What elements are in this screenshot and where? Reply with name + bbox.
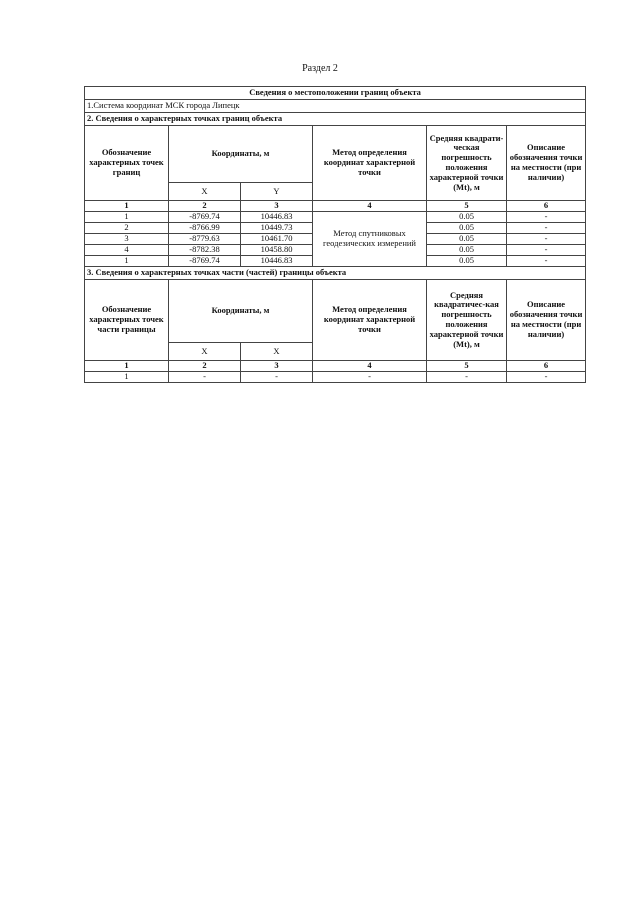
- y-cell: 10449.73: [241, 223, 313, 234]
- mt-cell: 0.05: [427, 245, 507, 256]
- header-y: Y: [241, 183, 313, 201]
- y-cell: 10458.80: [241, 245, 313, 256]
- table-row: [85, 212, 586, 223]
- colnum-6: 6: [507, 361, 586, 372]
- y-cell: 10446.83: [241, 256, 313, 267]
- desc-cell: -: [507, 256, 586, 267]
- header-description: Описание обозначения точки на местности (при наличии): [507, 126, 586, 201]
- colnum-4: 4: [313, 361, 427, 372]
- desc-cell: -: [507, 245, 586, 256]
- colnum-2: 2: [169, 361, 241, 372]
- header-point-designation: Обозначение характерных точек границ: [85, 126, 169, 201]
- point-cell: 1: [85, 256, 169, 267]
- y-cell: 10461.70: [241, 234, 313, 245]
- method-cell: -: [313, 372, 427, 383]
- header-accuracy-part: Средняя квадратичес-кая погрешность положения характерной точки (Mt), м: [427, 280, 507, 361]
- part3-title: 3. Сведения о характерных точках части (частей) границы объекта: [85, 267, 586, 280]
- point-cell: 1: [85, 372, 169, 383]
- header-x: X: [169, 183, 241, 201]
- x-cell: -8769.74: [169, 212, 241, 223]
- boundary-table: [84, 86, 586, 383]
- desc-cell: -: [507, 372, 586, 383]
- colnum-3: 3: [241, 201, 313, 212]
- y-cell: 10446.83: [241, 212, 313, 223]
- mt-cell: 0.05: [427, 256, 507, 267]
- header-point-designation-part: Обозначение характерных точек части границы: [85, 280, 169, 361]
- header-x1-part: X: [169, 343, 241, 361]
- header-coordinates: Координаты, м: [169, 126, 313, 183]
- point-cell: 3: [85, 234, 169, 245]
- desc-cell: -: [507, 234, 586, 245]
- table-title: Сведения о местоположении границ объекта: [85, 87, 586, 100]
- colnum-6: 6: [507, 201, 586, 212]
- desc-cell: -: [507, 223, 586, 234]
- header-accuracy: Средняя квадрати-ческая погрешность положения характерной точки (Mt), м: [427, 126, 507, 201]
- header-method: Метод определения координат характерной точки: [313, 126, 427, 201]
- mt-cell: 0.05: [427, 223, 507, 234]
- x-cell: -8766.99: [169, 223, 241, 234]
- colnum-4: 4: [313, 201, 427, 212]
- colnum-1: 1: [85, 361, 169, 372]
- header-coordinates-part: Координаты, м: [169, 280, 313, 343]
- point-cell: 1: [85, 212, 169, 223]
- x-cell: -: [169, 372, 241, 383]
- colnum-2: 2: [169, 201, 241, 212]
- header-x2-part: X: [241, 343, 313, 361]
- section-label: Раздел 2: [302, 63, 338, 74]
- x-cell: -8779.63: [169, 234, 241, 245]
- point-cell: 4: [85, 245, 169, 256]
- x-cell: -8782.38: [169, 245, 241, 256]
- coord-system-row: 1.Система координат МСК города Липецк: [85, 100, 586, 113]
- colnum-3: 3: [241, 361, 313, 372]
- mt-cell: 0.05: [427, 234, 507, 245]
- mt-cell: 0.05: [427, 212, 507, 223]
- method-cell: Метод спутниковых геодезических измерений: [313, 212, 427, 267]
- mt-cell: -: [427, 372, 507, 383]
- desc-cell: -: [507, 212, 586, 223]
- colnum-1: 1: [85, 201, 169, 212]
- part2-title: 2. Сведения о характерных точках границ объекта: [85, 113, 586, 126]
- header-description-part: Описание обозначения точки на местности (при наличии): [507, 280, 586, 361]
- point-cell: 2: [85, 223, 169, 234]
- table-row: [85, 372, 586, 383]
- colnum-5: 5: [427, 201, 507, 212]
- header-method-part: Метод определения координат характерной точки: [313, 280, 427, 361]
- y-cell: -: [241, 372, 313, 383]
- colnum-5: 5: [427, 361, 507, 372]
- x-cell: -8769.74: [169, 256, 241, 267]
